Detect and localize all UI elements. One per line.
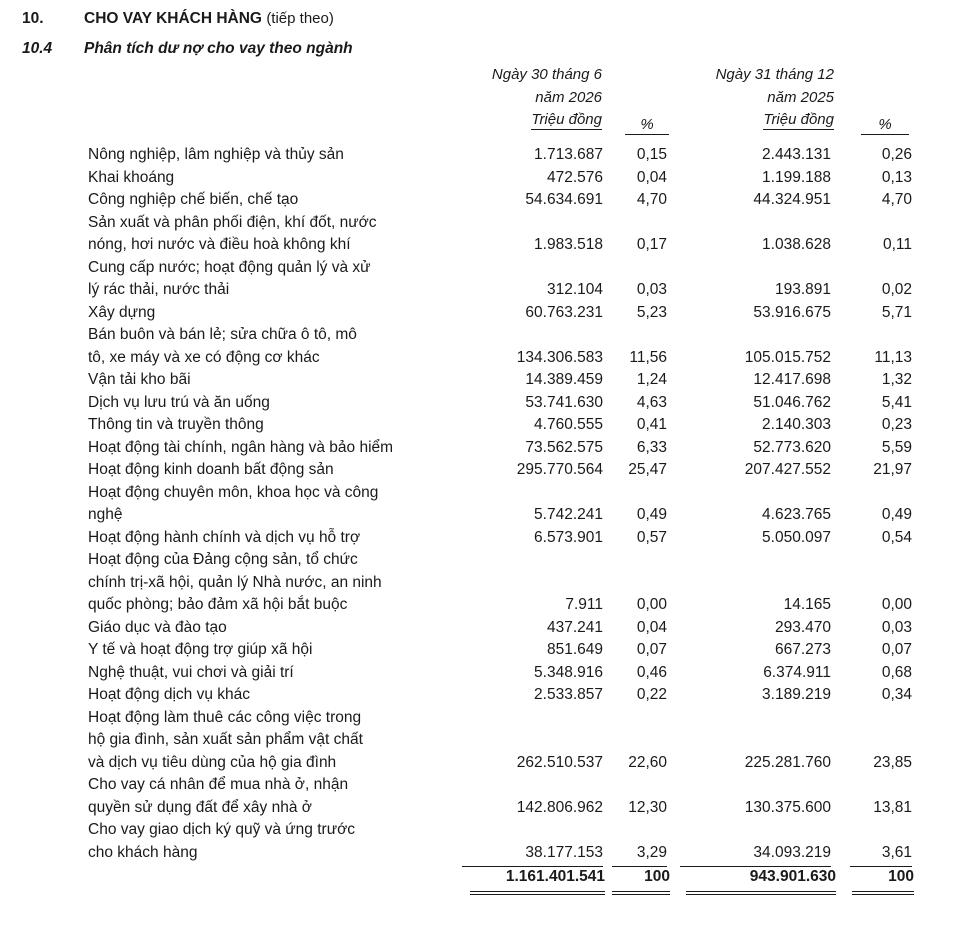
- row-label: [88, 662, 466, 685]
- table-row: [0, 684, 967, 707]
- current-pct-cell: 4,63: [636, 393, 667, 411]
- prior-value-cell: 105.015.752: [744, 348, 831, 366]
- current-pct-cell: 0,22: [636, 686, 667, 703]
- column-header-current: [460, 64, 602, 132]
- current-value-cell: 295.770.564: [516, 461, 603, 478]
- prior-pct-cell: 11,13: [874, 348, 912, 366]
- table-row: [0, 144, 967, 167]
- section-continued: (tiếp theo): [266, 10, 334, 27]
- row-label-line: và dịch vụ tiêu dùng của hộ gia đình: [88, 753, 337, 771]
- current-value-cell: 38.177.153: [462, 842, 603, 865]
- table-row: [0, 459, 967, 482]
- row-label-line: Hoạt động hành chính và dịch vụ hỗ trợ: [88, 528, 361, 546]
- prior-pct-cell: 0,34: [881, 686, 912, 703]
- prior-pct-cell: 0,26: [881, 146, 912, 163]
- column-header-current-unit: Triệu đồng: [531, 111, 602, 128]
- row-label: [88, 707, 466, 775]
- subsection-number: 10.4: [22, 40, 53, 57]
- table-row: [0, 414, 967, 437]
- column-header-current-year: năm 2026: [535, 88, 602, 106]
- prior-pct-cell: 0,00: [881, 596, 912, 613]
- prior-pct-cell: 0,54: [881, 528, 912, 546]
- table-row: [0, 369, 967, 392]
- prior-value-cell: 34.093.219: [680, 842, 831, 865]
- row-label: [88, 684, 466, 707]
- section-heading: [22, 10, 334, 28]
- current-pct-cell: 0,00: [636, 596, 667, 613]
- current-pct-cell: 0,41: [636, 416, 667, 433]
- current-pct-cell: 0,15: [636, 146, 667, 163]
- table-row: [0, 257, 967, 302]
- table-row: [0, 707, 967, 775]
- current-pct-cell: 6,33: [636, 438, 667, 456]
- row-label-line: Bán buôn và bán lẻ; sửa chữa ô tô, mô: [88, 326, 357, 343]
- prior-value-cell: 2.443.131: [762, 146, 831, 163]
- table-row: [0, 392, 967, 415]
- row-label: [88, 482, 466, 527]
- current-value-cell: 1.713.687: [534, 146, 603, 163]
- row-label-line: Hoạt động làm thuê các công việc trong: [88, 708, 362, 726]
- row-label-line: quyền sử dụng đất để xây nhà ở: [88, 798, 312, 816]
- current-pct-cell: 3,29: [612, 842, 667, 865]
- row-label-line: nóng, hơi nước và điều hoà không khí: [88, 236, 351, 253]
- current-pct-cell: 0,04: [636, 618, 667, 636]
- current-value-cell: 6.573.901: [534, 528, 603, 546]
- prior-pct-cell: 0,13: [881, 168, 912, 186]
- table-row: [0, 774, 967, 819]
- current-value-cell: 54.634.691: [525, 191, 603, 208]
- table-row: [0, 189, 967, 212]
- prior-value-cell: 4.623.765: [762, 506, 831, 523]
- column-header-prior-pct: %: [861, 115, 909, 135]
- table-row: [0, 302, 967, 325]
- current-value-cell: 5.742.241: [534, 506, 603, 523]
- current-pct-cell: 0,07: [636, 641, 667, 658]
- subsection-heading: [22, 40, 353, 58]
- row-label: [88, 549, 466, 617]
- row-label-line: nghệ: [88, 506, 123, 523]
- current-value-cell: 851.649: [546, 641, 603, 658]
- current-pct-cell: 22,60: [628, 753, 667, 771]
- prior-value-cell: 1.199.188: [762, 168, 831, 186]
- row-label-line: Dịch vụ lưu trú và ăn uống: [88, 393, 270, 411]
- column-header-current-date: Ngày 30 tháng 6: [491, 66, 602, 83]
- row-label: [88, 189, 466, 212]
- current-value-cell: 4.760.555: [534, 416, 603, 433]
- prior-value-cell: 12.417.698: [753, 371, 831, 388]
- row-label: [88, 392, 466, 415]
- prior-pct-cell: 0,07: [881, 641, 912, 658]
- row-label-line: Cho vay giao dịch ký quỹ và ứng trước: [88, 821, 355, 838]
- current-pct-cell: 0,17: [636, 236, 667, 253]
- prior-value-cell: 1.038.628: [762, 236, 831, 253]
- current-value-cell: 142.806.962: [516, 798, 603, 816]
- row-label-line: Hoạt động kinh doanh bất động sản: [88, 461, 334, 478]
- table-row: [0, 527, 967, 550]
- prior-pct-cell: 3,61: [850, 842, 912, 865]
- row-label: [88, 527, 466, 550]
- prior-value-cell: 51.046.762: [753, 393, 831, 411]
- total-current-pct: 100: [612, 866, 670, 895]
- row-label: [88, 414, 466, 437]
- row-label-line: quốc phòng; bảo đảm xã hội bắt buộc: [88, 596, 348, 613]
- row-label-line: Cho vay cá nhân để mua nhà ở, nhận: [88, 776, 349, 793]
- prior-pct-cell: 5,41: [881, 393, 912, 411]
- row-label-line: Hoạt động chuyên môn, khoa học và công: [88, 483, 379, 501]
- table-row: [0, 482, 967, 527]
- table-row: [0, 167, 967, 190]
- prior-value-cell: 130.375.600: [744, 798, 831, 816]
- row-label: [88, 617, 466, 640]
- row-label: [88, 324, 466, 369]
- prior-pct-cell: 13,81: [873, 798, 912, 816]
- table-row: [0, 212, 967, 257]
- current-pct-cell: 0,49: [636, 506, 667, 523]
- total-prior-value: 943.901.630: [686, 866, 836, 895]
- current-pct-cell: 0,03: [636, 281, 667, 298]
- row-label-line: Giáo dục và đào tạo: [88, 618, 227, 636]
- row-label-line: Hoạt động của Đảng cộng sản, tổ chức: [88, 551, 358, 568]
- prior-value-cell: 44.324.951: [753, 191, 831, 208]
- row-label-line: Hoạt động tài chính, ngân hàng và bảo hiểm: [88, 438, 394, 456]
- prior-pct-cell: 5,71: [881, 303, 912, 321]
- current-value-cell: 312.104: [546, 281, 603, 298]
- row-label-line: Khai khoáng: [88, 168, 175, 186]
- prior-pct-cell: 5,59: [881, 438, 912, 456]
- table-row: [0, 549, 967, 617]
- row-label-line: Hoạt động dịch vụ khác: [88, 686, 250, 703]
- prior-value-cell: 2.140.303: [762, 416, 831, 433]
- table-row: [0, 662, 967, 685]
- current-value-cell: 437.241: [546, 618, 603, 636]
- prior-value-cell: 667.273: [774, 641, 831, 658]
- current-pct-cell: 11,56: [629, 348, 667, 366]
- prior-pct-cell: 21,97: [873, 461, 912, 478]
- current-value-cell: 5.348.916: [534, 663, 603, 681]
- row-label: [88, 144, 466, 167]
- prior-pct-cell: 23,85: [873, 753, 912, 771]
- row-label-line: Xây dựng: [88, 303, 156, 321]
- row-label: [88, 302, 466, 325]
- column-header-prior: [668, 64, 834, 132]
- prior-pct-cell: 1,32: [881, 371, 912, 388]
- current-value-cell: 14.389.459: [525, 371, 603, 388]
- current-value-cell: 60.763.231: [525, 303, 603, 321]
- column-header-prior-unit: Triệu đồng: [763, 111, 834, 128]
- current-pct-cell: 0,04: [636, 168, 667, 186]
- table-row: [0, 819, 967, 864]
- row-label-line: hộ gia đình, sản xuất sản phẩm vật chất: [88, 731, 363, 748]
- row-label-line: Y tế và hoạt động trợ giúp xã hội: [88, 641, 313, 658]
- current-value-cell: 262.510.537: [516, 753, 603, 771]
- row-label-line: Nông nghiệp, lâm nghiệp và thủy sản: [88, 146, 344, 163]
- section-title: CHO VAY KHÁCH HÀNG: [84, 10, 262, 27]
- row-label-line: Công nghiệp chế biến, chế tạo: [88, 191, 299, 208]
- prior-pct-cell: 0,49: [881, 506, 912, 523]
- current-pct-cell: 1,24: [636, 371, 667, 388]
- row-label-line: Sản xuất và phân phối điện, khí đốt, nước: [88, 213, 377, 231]
- row-label: [88, 459, 466, 482]
- row-label-line: tô, xe máy và xe có động cơ khác: [88, 348, 320, 366]
- table-row: [0, 437, 967, 460]
- row-label: [88, 167, 466, 190]
- prior-value-cell: 53.916.675: [753, 303, 831, 321]
- row-label-line: Thông tin và truyền thông: [88, 416, 264, 433]
- prior-value-cell: 293.470: [774, 618, 831, 636]
- loan-sector-table: [0, 144, 967, 864]
- total-prior-pct: 100: [852, 866, 914, 895]
- current-value-cell: 1.983.518: [534, 236, 603, 253]
- column-header-prior-date: Ngày 31 tháng 12: [715, 66, 834, 83]
- row-label: [88, 369, 466, 392]
- prior-value-cell: 207.427.552: [744, 461, 831, 478]
- row-label: [88, 774, 466, 819]
- subsection-title: Phân tích dư nợ cho vay theo ngành: [84, 40, 353, 57]
- prior-value-cell: 193.891: [774, 281, 831, 298]
- prior-pct-cell: 0,68: [881, 663, 912, 681]
- prior-value-cell: 225.281.760: [744, 753, 831, 771]
- table-row: [0, 639, 967, 662]
- row-label-line: cho khách hàng: [88, 843, 198, 861]
- row-label-line: Nghệ thuật, vui chơi và giải trí: [88, 663, 294, 681]
- row-label-line: Cung cấp nước; hoạt động quản lý và xử: [88, 258, 371, 276]
- total-row: [0, 866, 967, 898]
- prior-pct-cell: 0,02: [881, 281, 912, 298]
- current-value-cell: 472.576: [546, 168, 603, 186]
- row-label: [88, 257, 466, 302]
- prior-value-cell: 14.165: [783, 596, 831, 613]
- row-label: [88, 212, 466, 257]
- prior-pct-cell: 0,23: [881, 416, 912, 433]
- current-value-cell: 73.562.575: [525, 438, 603, 456]
- table-row: [0, 324, 967, 369]
- row-label: [88, 437, 466, 460]
- column-header-prior-year: năm 2025: [767, 88, 834, 106]
- current-pct-cell: 25,47: [628, 461, 667, 478]
- current-value-cell: 2.533.857: [534, 686, 603, 703]
- section-number: 10.: [22, 10, 44, 27]
- prior-value-cell: 52.773.620: [753, 438, 831, 456]
- prior-value-cell: 5.050.097: [762, 528, 831, 546]
- current-pct-cell: 5,23: [636, 303, 667, 321]
- row-label: [88, 819, 466, 864]
- prior-pct-cell: 0,11: [882, 236, 912, 253]
- total-current-value: 1.161.401.541: [470, 866, 605, 895]
- prior-value-cell: 6.374.911: [763, 663, 831, 681]
- column-header-current-pct: %: [625, 115, 669, 135]
- row-label: [88, 639, 466, 662]
- table-row: [0, 617, 967, 640]
- current-pct-cell: 4,70: [636, 191, 667, 208]
- row-label-line: chính trị-xã hội, quản lý Nhà nước, an ninh: [88, 573, 382, 591]
- current-pct-cell: 12,30: [628, 798, 667, 816]
- current-pct-cell: 0,57: [636, 528, 667, 546]
- prior-value-cell: 3.189.219: [762, 686, 831, 703]
- current-value-cell: 7.911: [565, 596, 603, 613]
- current-pct-cell: 0,46: [636, 663, 667, 681]
- prior-pct-cell: 4,70: [881, 191, 912, 208]
- current-value-cell: 134.306.583: [516, 348, 603, 366]
- current-value-cell: 53.741.630: [525, 393, 603, 411]
- row-label-line: Vận tải kho bãi: [88, 371, 191, 388]
- row-label-line: lý rác thải, nước thải: [88, 281, 230, 298]
- prior-pct-cell: 0,03: [881, 618, 912, 636]
